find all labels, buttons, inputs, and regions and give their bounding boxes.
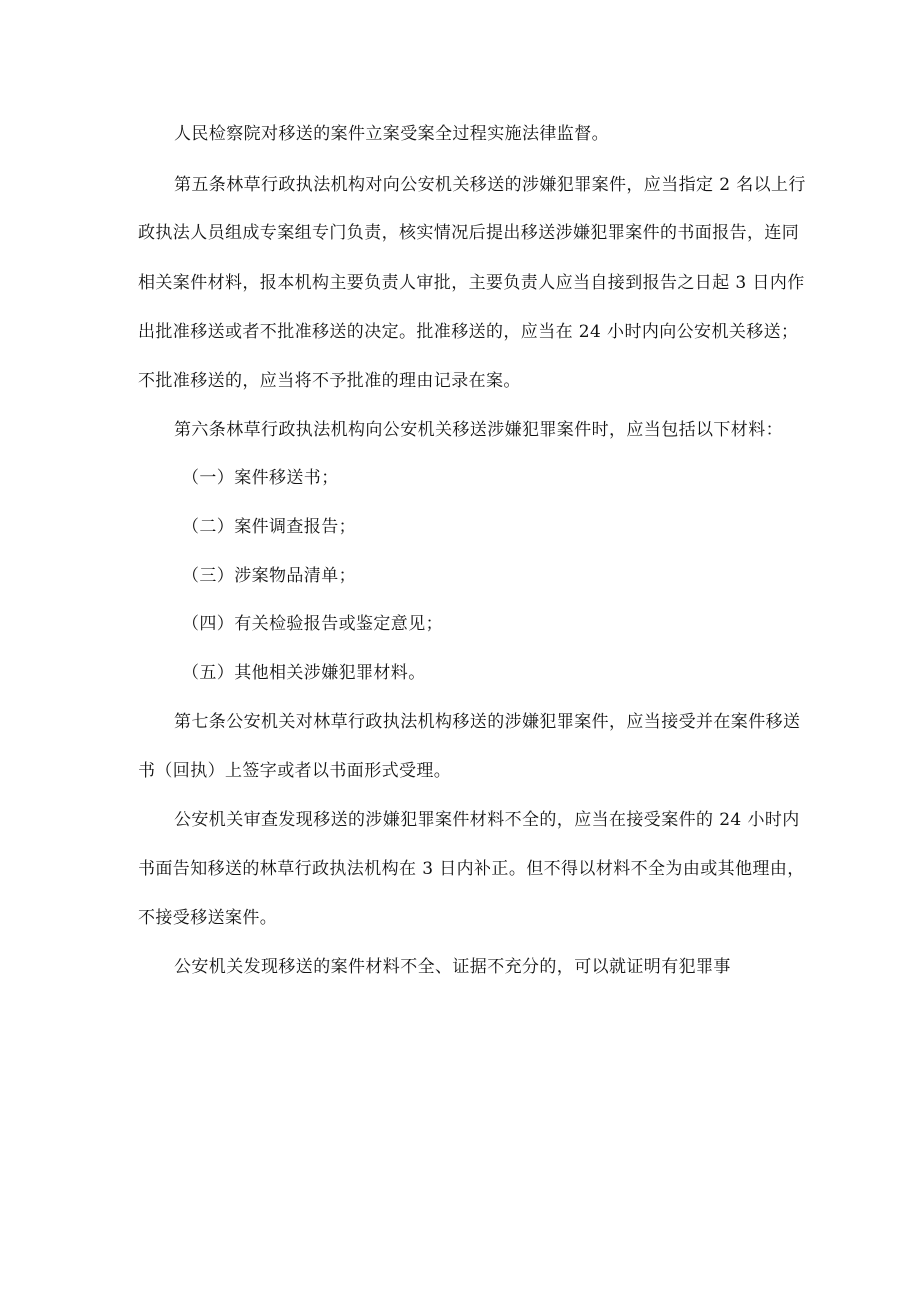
list-item: （四）有关检验报告或鉴定意见； [182,614,443,634]
paragraph-line: 政执法人员组成专案组专门负责，核实情况后提出移送涉嫌犯罪案件的书面报告，连同 [138,223,800,243]
paragraph-line: 不接受移送案件。 [138,908,278,928]
paragraph-line: 不批准移送的，应当将不予批准的理由记录在案。 [138,371,521,391]
paragraph-line: 出批准移送或者不批准移送的决定。批准移送的，应当在 24 小时内向公安机关移送； [138,322,799,342]
list-item: （二）案件调查报告； [182,517,356,537]
paragraph-line: 第五条林草行政执法机构对向公安机关移送的涉嫌犯罪案件，应当指定 2 名以上行 [174,175,806,195]
list-item: （五）其他相关涉嫌犯罪材料。 [182,663,426,683]
paragraph-line: 公安机关发现移送的案件材料不全、证据不充分的，可以就证明有犯罪事 [174,957,731,977]
list-item: （三）涉案物品清单； [182,566,356,586]
paragraph-line: 第六条林草行政执法机构向公安机关移送涉嫌犯罪案件时，应当包括以下材料： [174,420,783,440]
paragraph-line: 第七条公安机关对林草行政执法机构移送的涉嫌犯罪案件，应当接受并在案件移送 [174,712,801,732]
paragraph-line: 书（回执）上签字或者以书面形式受理。 [138,761,452,781]
paragraph-line: 公安机关审查发现移送的涉嫌犯罪案件材料不全的，应当在接受案件的 24 小时内 [174,810,800,830]
paragraph-line: 人民检察院对移送的案件立案受案全过程实施法律监督。 [174,124,609,144]
paragraph-line: 相关案件材料，报本机构主要负责人审批，主要负责人应当自接到报告之日起 3 日内作 [138,273,805,293]
paragraph-line: 书面告知移送的林草行政执法机构在 3 日内补正。但不得以材料不全为由或其他理由， [138,859,805,879]
list-item: （一）案件移送书； [182,468,339,488]
